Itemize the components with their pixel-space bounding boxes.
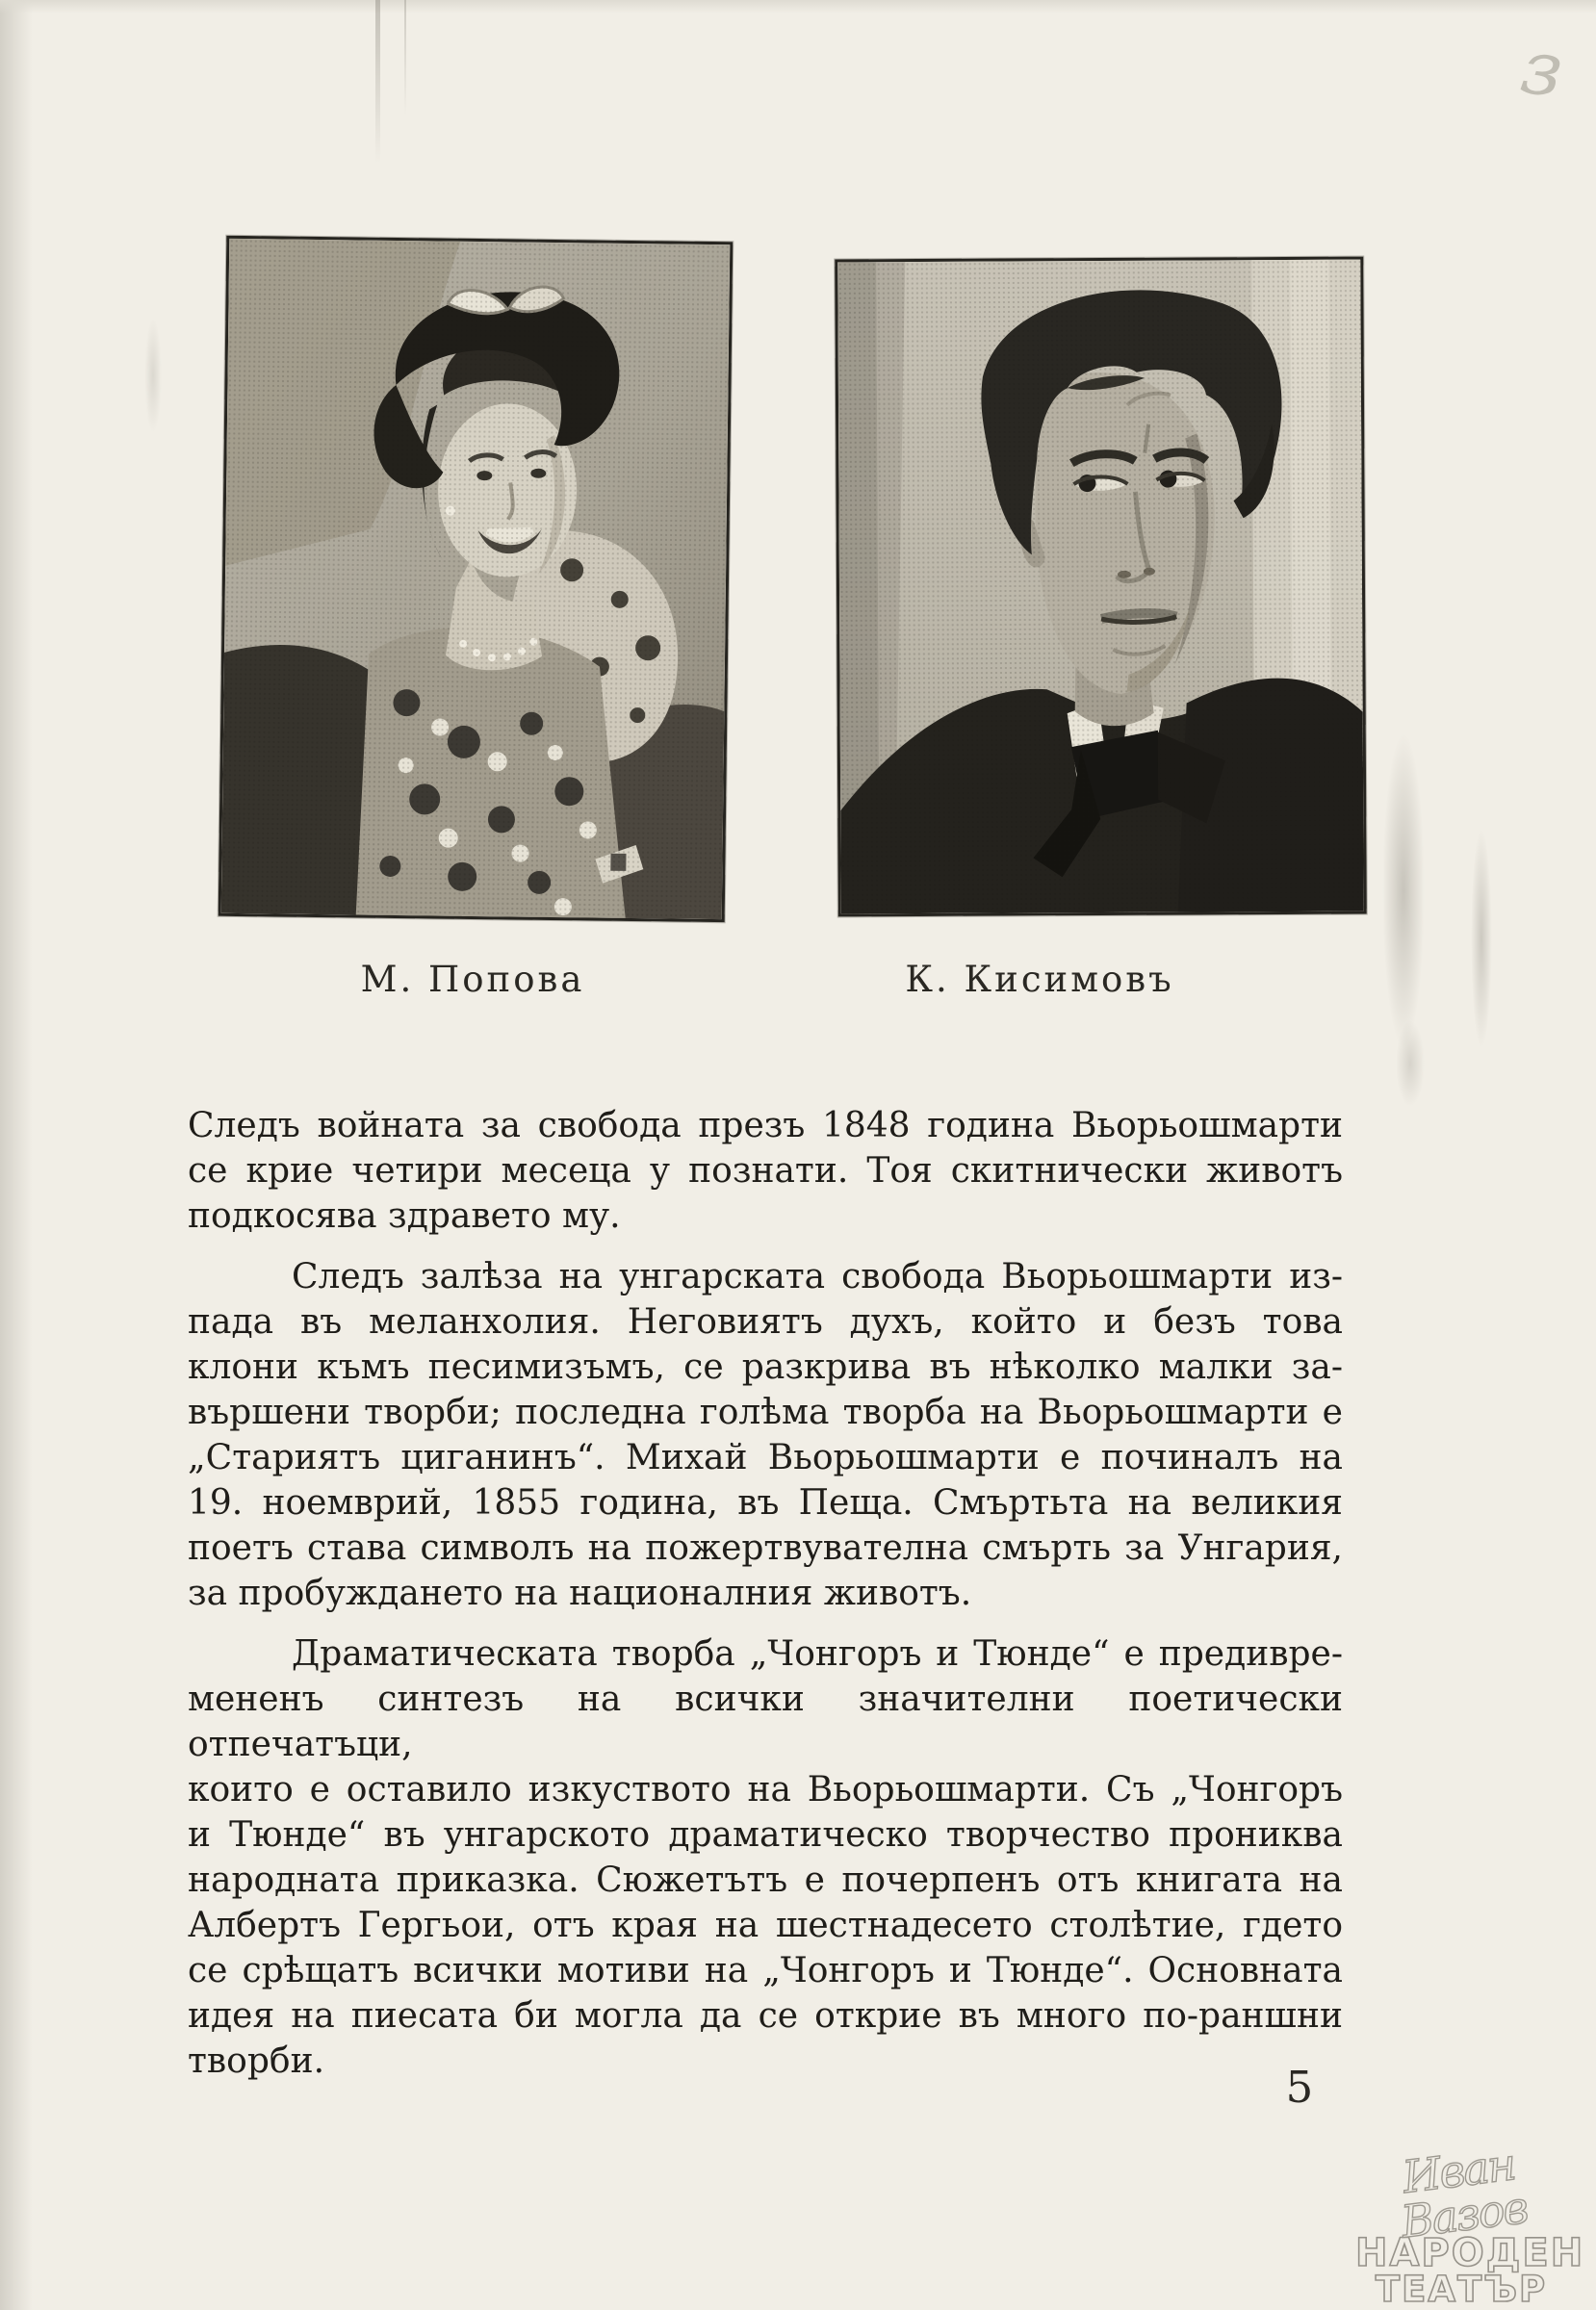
body-paragraph-1 (188, 1103, 1343, 1239)
body-text (188, 1103, 1343, 2084)
caption-kisimov: К. Кисимовъ (905, 959, 1174, 1000)
body-line: творби. (188, 2041, 325, 2081)
watermark-signature-ivan-vazov: Иван Вазов (1398, 2138, 1530, 2248)
body-line: поетъ става символъ на пожертвувателна смърть за Унгария, (188, 1528, 1343, 1568)
body-line: се срѣщатъ всички мотиви на „Чонгоръ и Тюнде“. Основната (188, 1951, 1343, 1990)
halftone-texture (221, 239, 731, 919)
handwritten-pencil-mark: з (1515, 23, 1569, 116)
body-line: 19. ноемврий, 1855 година, въ Пеща. Смъртьта на великия (188, 1483, 1343, 1523)
photo-popova (219, 236, 734, 922)
scan-smudge (144, 318, 162, 433)
body-line: и Тюнде“ въ унгарското драматическо творчество прониква (188, 1815, 1343, 1855)
body-line: идея на пиесата би могла да се открие въ много по-раншни (188, 1996, 1343, 2036)
body-line: за пробуждането на националния животъ. (188, 1574, 972, 1613)
body-line: клони къмъ песимизъмъ, се разкрива въ нѣколко малки за- (188, 1348, 1343, 1387)
body-paragraph-3 (188, 1631, 1343, 2084)
scan-edge-shading-left (0, 0, 33, 2310)
scan-smudge (1471, 828, 1492, 1049)
scan-smudge (1396, 1020, 1425, 1107)
body-line: Албертъ Гергьои, отъ края на шестнадесето столѣтие, гдето (188, 1906, 1343, 1945)
body-line: Драматическата творба „Чонгоръ и Тюнде“ е предивре- (292, 1634, 1343, 1674)
body-line: народната приказка. Сюжетътъ е почерпенъ отъ книгата на (188, 1861, 1343, 1900)
body-line: подкосява здравето му. (188, 1196, 621, 1236)
halftone-texture (837, 260, 1364, 914)
body-line: мененъ синтезъ на всички значителни поетически отпечатъци, (188, 1680, 1343, 1764)
body-line: които е оставило изкуството на Вьорьошмарти. Съ „Чонгоръ (188, 1770, 1343, 1810)
body-line: Следъ залѣза на унгарската свобода Вьорьошмарти из- (292, 1257, 1343, 1296)
body-line: вършени творби; последна голѣма творба на Вьорьошмарти е (188, 1393, 1343, 1432)
watermark-naroden: НАРОДЕН (1355, 2231, 1585, 2275)
paper-crease (404, 0, 406, 116)
watermark-teatar: ТЕАТЪР (1375, 2269, 1548, 2310)
body-line: се крие четири месеца у познати. Тоя скитнически животъ (188, 1151, 1343, 1191)
theatre-watermark (1355, 2138, 1585, 2310)
scan-smudge (1382, 732, 1425, 1049)
caption-popova: М. Попова (360, 959, 585, 1000)
photo-kisimov (835, 257, 1367, 917)
body-line: „Стариятъ циганинъ“. Михай Вьорьошмарти е починалъ на (188, 1438, 1343, 1477)
scan-edge-shading-top (0, 0, 1596, 13)
paper-crease (375, 0, 380, 164)
body-paragraph-2 (188, 1254, 1343, 1616)
body-line: Следъ войната за свобода презъ 1848 година Вьорьошмарти (188, 1106, 1343, 1145)
page-number: 5 (1285, 2062, 1314, 2113)
body-line: пада въ меланхолия. Неговиятъ духъ, който и безъ това (188, 1302, 1343, 1342)
